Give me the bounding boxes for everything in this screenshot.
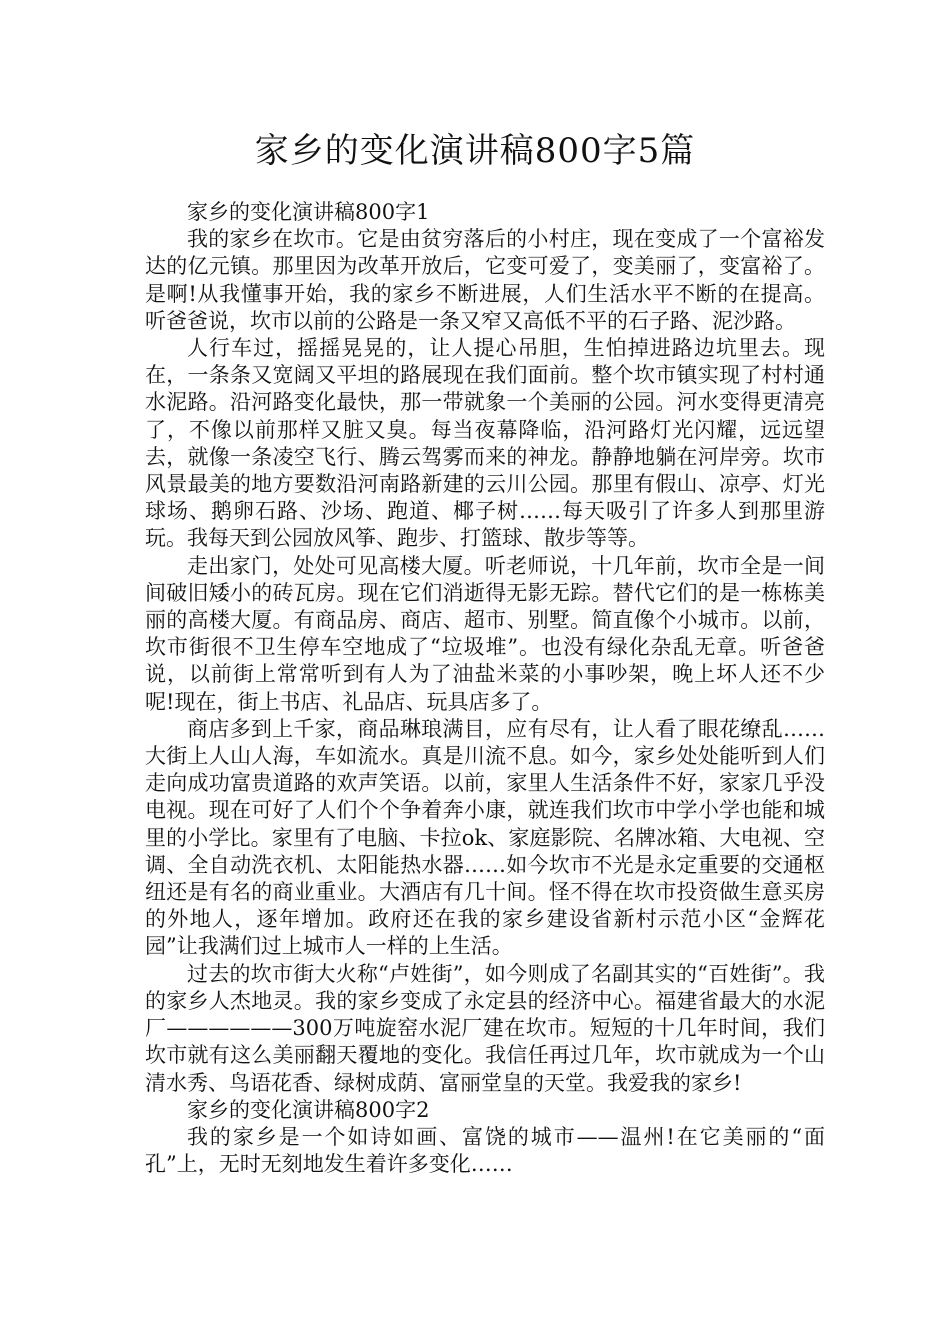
paragraph: 我的家乡是一个如诗如画、富饶的城市——温州!在它美丽的“面孔”上，无时无刻地发生着许多变化……: [145, 1124, 825, 1177]
paragraph: 人行车过，摇摇晃晃的，让人提心吊胆，生怕掉进路边坑里去。现在，一条条又宽阔又平坦的路展现在我们面前。整个坎市镇实现了村村通水泥路。沿河路变化最快，那一带就象一个美丽的公园。河水变得更清亮了，不像以前那样又脏又臭。每当夜幕降临，沿河路灯光闪耀，远远望去，就像一条凌空飞行、腾云驾雾而来的神龙。静静地躺在河岸旁。坎市风景最美的地方要数沿河南路新建的云川公园。那里有假山、凉亭、灯光球场、鹅卵石路、沙场、跑道、椰子树……每天吸引了许多人到那里游玩。我每天到公园放风筝、跑步、打篮球、散步等等。: [145, 336, 825, 551]
section-heading-1: 家乡的变化演讲稿800字1: [187, 200, 430, 224]
document-body: [145, 199, 825, 1178]
document-title: 家乡的变化演讲稿800字5篇: [254, 131, 696, 171]
paragraph: 商店多到上千家，商品琳琅满目，应有尽有，让人看了眼花缭乱……大街上人山人海，车如流水。真是川流不息。如今，家乡处处能听到人们走向成功富贵道路的欢声笑语。以前，家里人生活条件不好，家家几乎没电视。现在可好了人们个个争着奔小康，就连我们坎市中学小学也能和城里的小学比。家里有了电脑、卡拉ok、家庭影院、名牌冰箱、大电视、空调、全自动洗衣机、太阳能热水器……如今坎市不光是永定重要的交通枢纽还是有名的商业重业。大酒店有几十间。怪不得在坎市投资做生意买房的外地人，逐年增加。政府还在我的家乡建设省新村示范小区“金辉花园”让我满们过上城市人一样的上生活。: [145, 716, 825, 959]
paragraph: 我的家乡在坎市。它是由贫穷落后的小村庄，现在变成了一个富裕发达的亿元镇。那里因为改革开放后，它变可爱了，变美丽了，变富裕了。是啊!从我懂事开始，我的家乡不断进展，人们生活水平不断的在提高。听爸爸说，坎市以前的公路是一条又窄又高低不平的石子路、泥沙路。: [145, 227, 825, 333]
section-heading-2: 家乡的变化演讲稿800字2: [187, 1097, 430, 1122]
paragraph: 过去的坎市街大火称“卢姓街”，如今则成了名副其实的“百姓街”。我的家乡人杰地灵。我的家乡变成了永定县的经济中心。福建省最大的水泥厂——————300万吨旋窑水泥厂建在坎市。短短的十几年时间，我们坎市就有这么美丽翻天覆地的变化。我信任再过几年，坎市就成为一个山清水秀、鸟语花香、绿树成荫、富丽堂皇的天堂。我爱我的家乡!: [145, 961, 825, 1095]
paragraph: 走出家门，处处可见高楼大厦。听老师说，十几年前，坎市全是一间间破旧矮小的砖瓦房。现在它们消逝得无影无踪。替代它们的是一栋栋美丽的高楼大厦。有商品房、商店、超市、别墅。简直像个小城市。以前，坎市街很不卫生停车空地成了“垃圾堆”。也没有绿化杂乱无章。听爸爸说，以前街上常常听到有人为了油盐米菜的小事吵架，晚上坏人还不少呢!现在，街上书店、礼品店、玩具店多了。: [145, 553, 825, 714]
